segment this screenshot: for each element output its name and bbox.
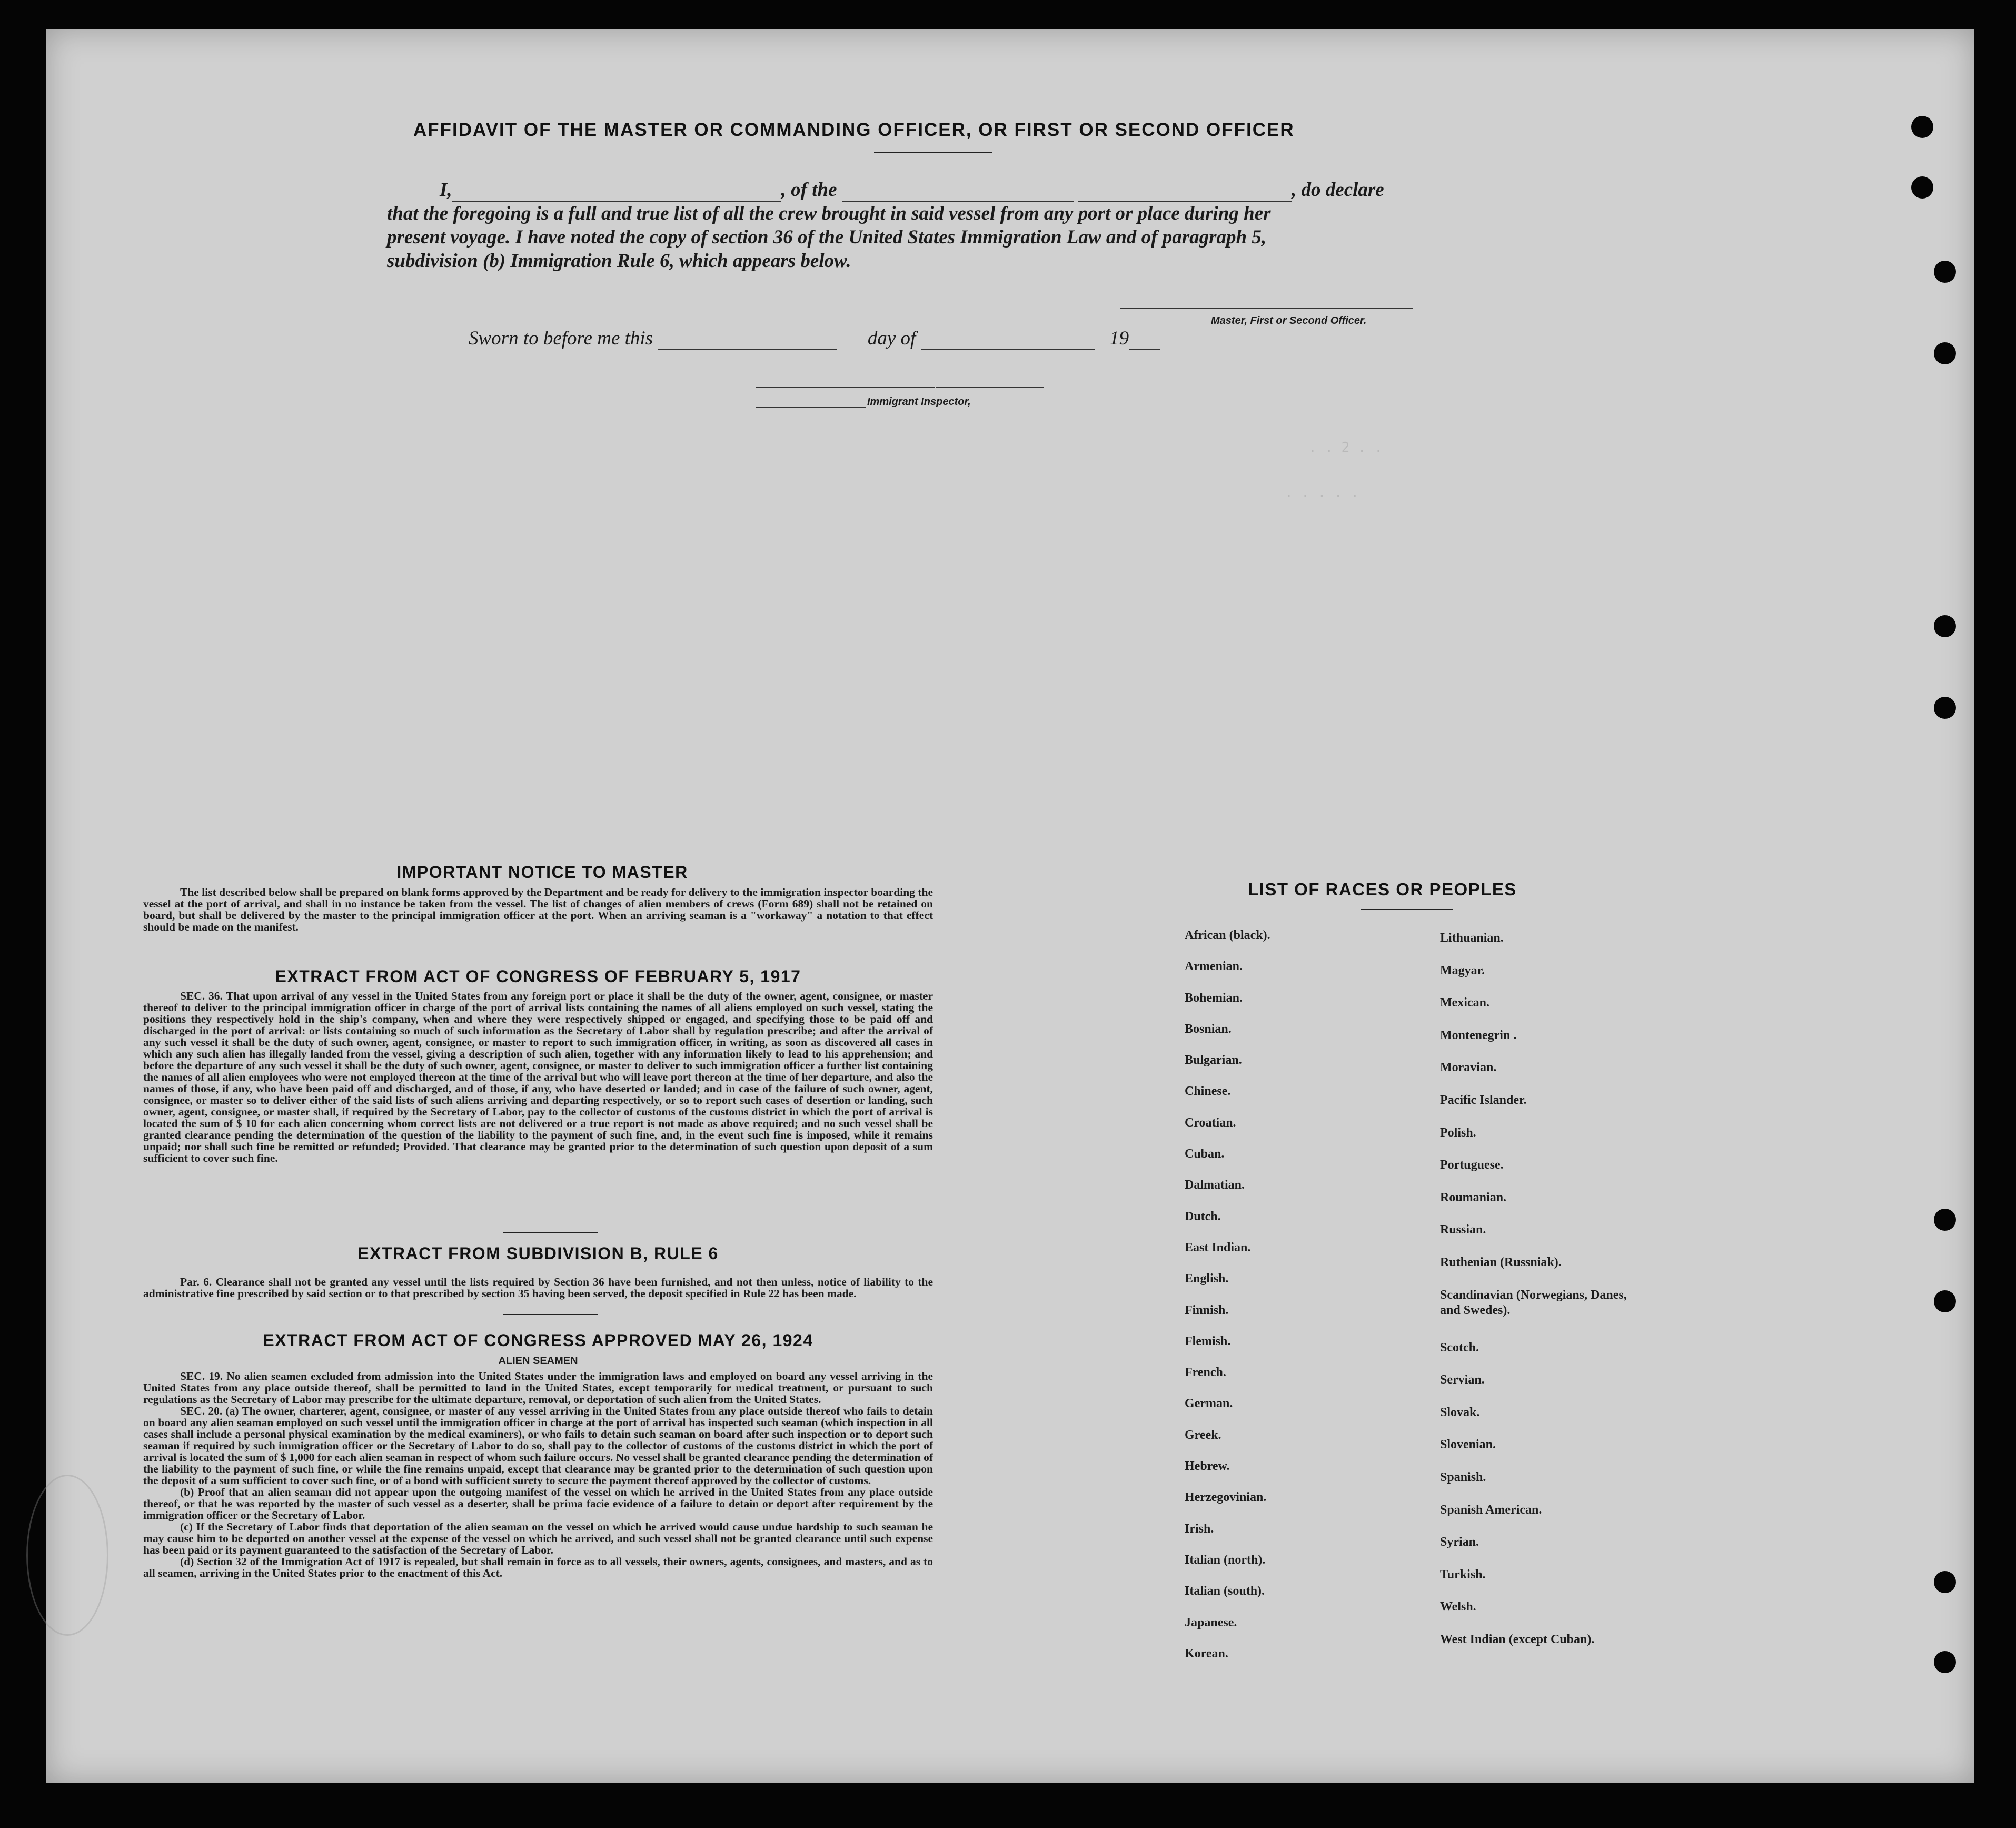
binder-hole: [1934, 342, 1956, 364]
race-item: French.: [1185, 1366, 1226, 1380]
races-left-column: [1185, 928, 1411, 1677]
extract-1924-title: EXTRACT FROM ACT OF CONGRESS APPROVED MAY 26, 1924: [263, 1331, 813, 1350]
race-item: Syrian.: [1440, 1535, 1479, 1549]
affidavit-declaration: [387, 178, 1419, 273]
binder-hole: [1934, 1290, 1956, 1312]
race-item: Roumanian.: [1440, 1190, 1507, 1204]
race-item: Lithuanian.: [1440, 931, 1504, 945]
race-item: Polish.: [1440, 1125, 1476, 1140]
races-title: LIST OF RACES OR PEOPLES: [1248, 880, 1517, 899]
extract-1924-text: [143, 1370, 933, 1579]
race-item: Bosnian.: [1185, 1022, 1232, 1036]
section-20d-paragraph: (d) Section 32 of the Immigration Act of 1917 is repealed, but shall remain in force as to all vessels, their owners, agents, consignees, and masters, and as to all seamen, arriving in the United States prior to the enactment of this Act.: [143, 1555, 933, 1579]
declarant-name-field[interactable]: [452, 185, 781, 202]
bleed-through-text: . . 2 . .: [1308, 440, 1383, 456]
race-item: Cuban.: [1185, 1147, 1225, 1161]
race-item: Scotch.: [1440, 1340, 1479, 1355]
race-item: Servian.: [1440, 1373, 1485, 1387]
binder-hole: [1934, 1209, 1956, 1231]
race-item: Herzegovinian.: [1185, 1490, 1267, 1505]
race-item: Slovenian.: [1440, 1438, 1496, 1452]
sworn-line: [469, 327, 1160, 350]
race-item: Italian (north).: [1185, 1553, 1266, 1567]
race-item: Bulgarian.: [1185, 1053, 1242, 1068]
race-item: East Indian.: [1185, 1240, 1251, 1254]
race-item: Dalmatian.: [1185, 1178, 1245, 1192]
race-item: Irish.: [1185, 1521, 1214, 1536]
race-item: Welsh.: [1440, 1600, 1476, 1614]
race-item: Korean.: [1185, 1646, 1228, 1661]
extract-1917-title: EXTRACT FROM ACT OF CONGRESS OF FEBRUARY 5, 1917: [275, 967, 801, 986]
race-item: Slovak.: [1440, 1405, 1480, 1419]
section-divider: [503, 1314, 598, 1315]
bleed-through-text: . . . . .: [1285, 485, 1359, 500]
affidavit-title: AFFIDAVIT OF THE MASTER OR COMMANDING OFFICER, OR FIRST OR SECOND OFFICER: [413, 120, 1295, 140]
race-item: West Indian (except Cuban).: [1440, 1632, 1595, 1646]
race-item: Russian.: [1440, 1223, 1486, 1237]
race-item: Armenian.: [1185, 960, 1243, 974]
inspector-signature-line-c[interactable]: [756, 407, 866, 408]
do-declare-label: , do declare: [1292, 179, 1384, 201]
extract-1917-text: [143, 990, 933, 1164]
race-item: Finnish.: [1185, 1303, 1229, 1317]
extract-rule6-text: [143, 1276, 933, 1299]
race-item: Spanish American.: [1440, 1503, 1542, 1517]
binder-hole: [1934, 1651, 1956, 1673]
section-19-paragraph: SEC. 19. No alien seamen excluded from admission into the United States under the immigration laws and employed on board any vessel arriving in the United States from any place outside thereof, shall be permitted to land in the United States, except temporarily for medical treatment, or pursuant to such regulations as the Secretary of Labor may prescribe for the ultimate departure, removal, or deportation of such alien from the United States.: [143, 1370, 933, 1406]
extract-1924-subtitle: ALIEN SEAMEN: [498, 1355, 578, 1367]
inspector-caption: Immigrant Inspector,: [867, 396, 971, 408]
race-item: Italian (south).: [1185, 1584, 1265, 1598]
race-item: Dutch.: [1185, 1209, 1221, 1223]
of-the-label: , of the: [781, 179, 837, 201]
notice-text: [143, 886, 933, 933]
title-underline: [874, 152, 992, 153]
rule6-paragraph: Par. 6. Clearance shall not be granted any vessel until the lists required by Section 36 have been furnished, and not then unless, notice of liability to the administrative fine prescribed by said section or to that prescribed by section 35 having been served, the deposit specified in Rule 22 has been made.: [143, 1276, 933, 1300]
race-item: Japanese.: [1185, 1615, 1237, 1629]
declaration-line-4: subdivision (b) Immigration Rule 6, which appears below.: [387, 250, 851, 272]
binder-hole: [1934, 261, 1956, 283]
race-item: Spanish.: [1440, 1470, 1486, 1484]
race-item: English.: [1185, 1272, 1229, 1286]
race-item: Chinese.: [1185, 1084, 1231, 1099]
section-36-paragraph: SEC. 36. That upon arrival of any vessel in the United States from any foreign port or place it shall be the duty of the owner, agent, consignee, or master thereof to deliver to the principal immigration officer in charge of the port of arrival lists containing the names of all aliens employed on such vessel, stating the positions they respectively hold in the ship's company, when and where they were respectively shipped or engaged, and specifying those to be paid off and discharged in the port of arrival: or lists containing so much of such information as the Secretary of Labor shall by regulation prescribe; and after the arrival of any such vessel it shall be the duty of such owner, agent, consignee, or master to report to such immigration officer, in writing, as soon as discovered all cases in which any such alien has illegally landed from the vessel, giving a description of such alien, together with any information likely to lead to his apprehension; and before the departure of any such vessel it shall be the duty of such owner, agent, consignee, or master to deliver to such immigration officer a further list containing the names of all alien employees who were not employed thereon at the time of the arrival but who will leave port thereon at the time of her departure, and also the names of those, if any, who have been paid off and discharged, and of those, if any, who have deserted or landed; and in case of the failure of such owner, agent, consignee, or master so to deliver either of the said lists of such aliens arriving and departing respectively, or so to report such cases of desertion or landing, such owner, agent, consignee, or master shall, if required by the Secretary of Labor, pay to the collector of customs of the customs district in which the port of arrival is located the sum of $ 10 for each alien concerning whom correct lists are not delivered or a true report is not made as above required; and no such vessel shall be granted clearance pending the determination of the question of the liability to the payment of such fine, and, in the event such fine is imposed, while it remains unpaid; nor shall such fine be remitted or refunded; Provided. That clearance may be granted prior to the determination of such question upon deposit of a sum sufficient to cover such fine.: [143, 990, 933, 1164]
officer-signature-line[interactable]: [1120, 308, 1413, 309]
race-item: Greek.: [1185, 1428, 1221, 1442]
extract-rule6-title: EXTRACT FROM SUBDIVISION B, RULE 6: [357, 1244, 719, 1263]
position-field[interactable]: [1078, 185, 1292, 202]
inspector-signature-line-b[interactable]: [936, 387, 1044, 388]
sworn-day-field[interactable]: [658, 333, 837, 350]
sworn-label: Sworn to before me this: [469, 328, 653, 349]
race-item: Croatian.: [1185, 1115, 1236, 1130]
declaration-line-2: that the foregoing is a full and true list of all the crew brought in said vessel from any port or place during her: [387, 203, 1271, 224]
section-20b-paragraph: (b) Proof that an alien seaman did not appear upon the outgoing manifest of the vessel on which he arrived in the United States from any place outside thereof, or that he was reported by the master of such vessel as a deserter, shall be prima facie evidence of a failure to detain or deport after requirement by the immigration officer or the Secretary of Labor.: [143, 1486, 933, 1521]
race-item: Ruthenian (Russniak).: [1440, 1255, 1562, 1269]
binder-hole: [1934, 615, 1956, 637]
sworn-month-field[interactable]: [921, 333, 1095, 350]
race-item: Flemish.: [1185, 1334, 1231, 1348]
inspector-signature-line-a[interactable]: [756, 387, 935, 388]
races-right-column: [1440, 931, 1651, 1669]
notice-title: IMPORTANT NOTICE TO MASTER: [396, 863, 688, 882]
race-item: Mexican.: [1440, 996, 1489, 1010]
notice-paragraph: The list described below shall be prepared on blank forms approved by the Department and be ready for delivery to the immigration inspector boarding the vessel at the port of arrival, and shall in no instance be taken from the vessel. The list of changes of alien members of crews (Form 689) shall not be retained on board, but shall be delivered by the master to the principal immigration officer at the port. When an arriving seaman is a "workaway" a notation to that effect should be made on the manifest.: [143, 886, 933, 933]
section-20a-paragraph: SEC. 20. (a) The owner, charterer, agent, consignee, or master of any vessel arriving in the United States from any place outside thereof who fails to detain on board any alien seaman employed on such vessel until the immigration officer in charge at the port of arrival has inspected such seaman (which inspection in all cases shall include a personal physical examination by the medical examiners), or who fails to detain such seaman on board after such inspection or to deport such seaman if required by such immigration officer or the Secretary of Labor to do so, shall pay to the collector of customs of the customs district in which the port of arrival is located the sum of $ 1,000 for each alien seaman in respect of whom such failure occurs. No vessel shall be granted clearance pending the determination of the liability to the payment of such fine, or while the fine remains unpaid, except that clearance may be granted prior to the determination of such question upon the deposit of a sum sufficient to cover such fine, or of a bond with sufficient surety to secure the payment thereof approved by the collector of customs.: [143, 1405, 933, 1487]
sworn-year-field[interactable]: [1129, 333, 1160, 350]
day-of-label: day of: [867, 328, 916, 349]
declarant-label: I,: [440, 179, 452, 201]
binder-hole: [1911, 116, 1933, 138]
race-item: Moravian.: [1440, 1061, 1497, 1075]
section-20c-paragraph: (c) If the Secretary of Labor finds that deportation of the alien seaman on the vessel on which he arrived would cause undue hardship to such seaman he may cause him to be deported on another vessel at the expense of the vessel on which he arrived, and such vessel shall not be granted clearance until such expense has been paid or its payment guaranteed to the satisfaction of the Secretary of Labor.: [143, 1520, 933, 1556]
binder-hole: [1934, 697, 1956, 719]
race-item: Montenegrin .: [1440, 1028, 1517, 1042]
binder-hole: [1934, 1571, 1956, 1593]
race-item: Portuguese.: [1440, 1158, 1504, 1172]
vessel-name-field[interactable]: [842, 185, 1074, 202]
race-item: German.: [1185, 1397, 1233, 1411]
section-divider: [503, 1232, 598, 1233]
faint-stamp: [26, 1475, 108, 1636]
race-item: Magyar.: [1440, 963, 1485, 977]
race-item: Turkish.: [1440, 1567, 1486, 1582]
binder-hole: [1911, 176, 1933, 199]
race-item: Hebrew.: [1185, 1459, 1230, 1474]
race-item: Pacific Islander.: [1440, 1093, 1527, 1107]
race-item: Bohemian.: [1185, 991, 1243, 1005]
year-prefix: 19: [1109, 328, 1129, 349]
officer-signature-caption: Master, First or Second Officer.: [1211, 315, 1367, 327]
declaration-line-3: present voyage. I have noted the copy of section 36 of the United States Immigration Law and of paragraph 5,: [387, 226, 1267, 248]
race-item: African (black).: [1185, 928, 1270, 942]
race-item: Scandinavian (Norwegians, Danes, and Swedes).: [1440, 1288, 1627, 1317]
races-title-underline: [1361, 909, 1453, 910]
